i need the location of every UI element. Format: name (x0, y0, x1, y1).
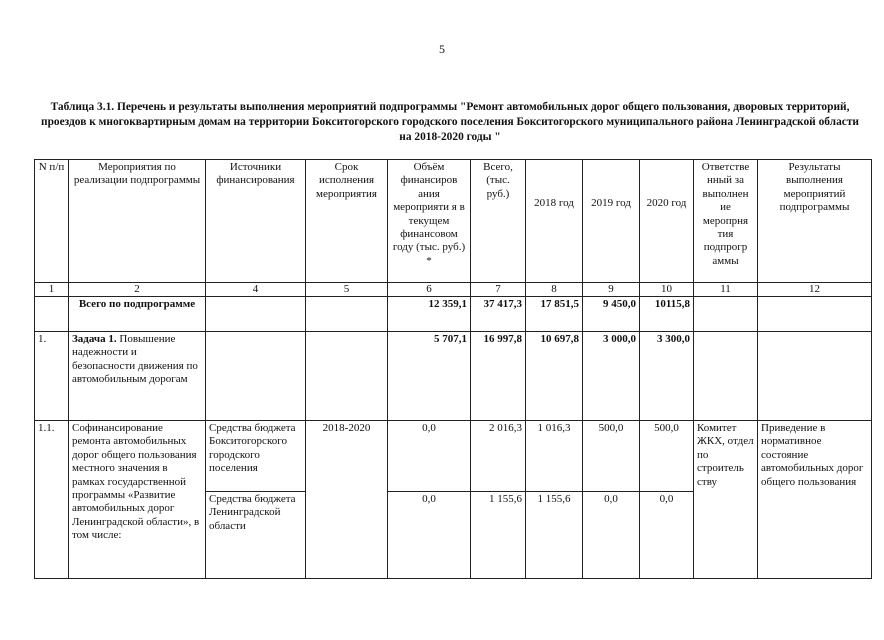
measure-2018-1: 1 016,3 (526, 421, 583, 492)
measure-source-2: Средства бюджета Ленинградской области (206, 492, 306, 579)
measure-num: 1.1. (35, 421, 69, 579)
header-2019 (583, 160, 640, 283)
measure-2018-2: 1 155,6 (526, 492, 583, 579)
measure-source-1: Средства бюджета Бокситогорского городского поселения (206, 421, 306, 492)
header-2019-label: 2019 год (591, 197, 631, 209)
task-2018: 10 697,8 (526, 332, 583, 421)
measure-volume-1: 0,0 (388, 421, 471, 492)
column-number: 10 (640, 283, 694, 297)
task-responsible (694, 332, 758, 421)
measure-2020-1: 500,0 (640, 421, 694, 492)
total-row (35, 297, 872, 332)
measure-term: 2018-2020 (306, 421, 388, 579)
total-label: Всего по подпрограмме (69, 297, 206, 332)
task-num: 1. (35, 332, 69, 421)
column-number: 6 (388, 283, 471, 297)
total-term (306, 297, 388, 332)
task-label-bold: Задача 1. (72, 333, 117, 345)
report-table (34, 159, 872, 579)
measure-results: Приведение в нормативное состояние автомобильных дорог общего пользования (758, 421, 872, 579)
total-2019: 9 450,0 (583, 297, 640, 332)
column-number: 8 (526, 283, 583, 297)
total-sources (206, 297, 306, 332)
total-num (35, 297, 69, 332)
measure-responsible: Комитет ЖКХ, отдел по строитель ству (694, 421, 758, 579)
task-label-text: Повышение надежности и безопасности движения по автомобильным дорогам (72, 333, 198, 386)
task-results (758, 332, 872, 421)
header-2020 (640, 160, 694, 283)
column-number: 12 (758, 283, 872, 297)
header-2020-label: 2020 год (646, 197, 687, 209)
total-responsible (694, 297, 758, 332)
header-event: Мероприятия по реализации подпрограммы (69, 160, 206, 283)
header-volume: Объём финансиров ания мероприяти я в текущем финансовом году (тыс. руб.) * (388, 160, 471, 283)
header-term: Срок исполнения мероприятия (306, 160, 388, 283)
task-2019: 3 000,0 (583, 332, 640, 421)
total-sum: 37 417,3 (471, 297, 526, 332)
measure-event: Софинансирование ремонта автомобильных дорог общего пользования местного значения в рамках государственной программы «Развитие автомобильных дорог Ленинградской области», в том числе: (69, 421, 206, 579)
column-number: 2 (69, 283, 206, 297)
header-2018 (526, 160, 583, 283)
column-number: 11 (694, 283, 758, 297)
total-2018: 17 851,5 (526, 297, 583, 332)
total-2020: 10115,8 (640, 297, 694, 332)
measure-row (35, 421, 872, 492)
column-number: 9 (583, 283, 640, 297)
task-volume: 5 707,1 (388, 332, 471, 421)
total-volume: 12 359,1 (388, 297, 471, 332)
measure-volume-2: 0,0 (388, 492, 471, 579)
task-sum: 16 997,8 (471, 332, 526, 421)
table-title: Таблица 3.1. Перечень и результаты выполнения мероприятий подпрограммы "Ремонт автомобильных дорог общего пользования, дворовых территорий, проездов к многоквартирным домам на территории Бокситогорского городского поселения Бокситогорского муниципального района Ленинградской области на 2018-2020 годы " (41, 101, 859, 143)
header-sources: Источники финансирования (206, 160, 306, 283)
header-total: Всего, (тыс. руб.) (471, 160, 526, 283)
header-2018-label: 2018 год (534, 197, 574, 209)
header-row (35, 160, 872, 283)
header-responsible: Ответстве нный за выполнен ие меропрня тия подпрогр аммы (694, 160, 758, 283)
column-number: 5 (306, 283, 388, 297)
measure-sum-1: 2 016,3 (471, 421, 526, 492)
measure-2019-1: 500,0 (583, 421, 640, 492)
header-results: Результаты выполнения мероприятий подпрограммы (758, 160, 872, 283)
task-row (35, 332, 872, 421)
column-number-row (35, 283, 872, 297)
column-number: 1 (35, 283, 69, 297)
task-label (69, 332, 206, 421)
page-number: 5 (439, 42, 445, 56)
task-2020: 3 300,0 (640, 332, 694, 421)
header-num: N п/п (35, 160, 69, 283)
measure-sum-2: 1 155,6 (471, 492, 526, 579)
column-number: 4 (206, 283, 306, 297)
task-term (306, 332, 388, 421)
total-results (758, 297, 872, 332)
measure-2020-2: 0,0 (640, 492, 694, 579)
measure-2019-2: 0,0 (583, 492, 640, 579)
task-sources (206, 332, 306, 421)
column-number: 7 (471, 283, 526, 297)
